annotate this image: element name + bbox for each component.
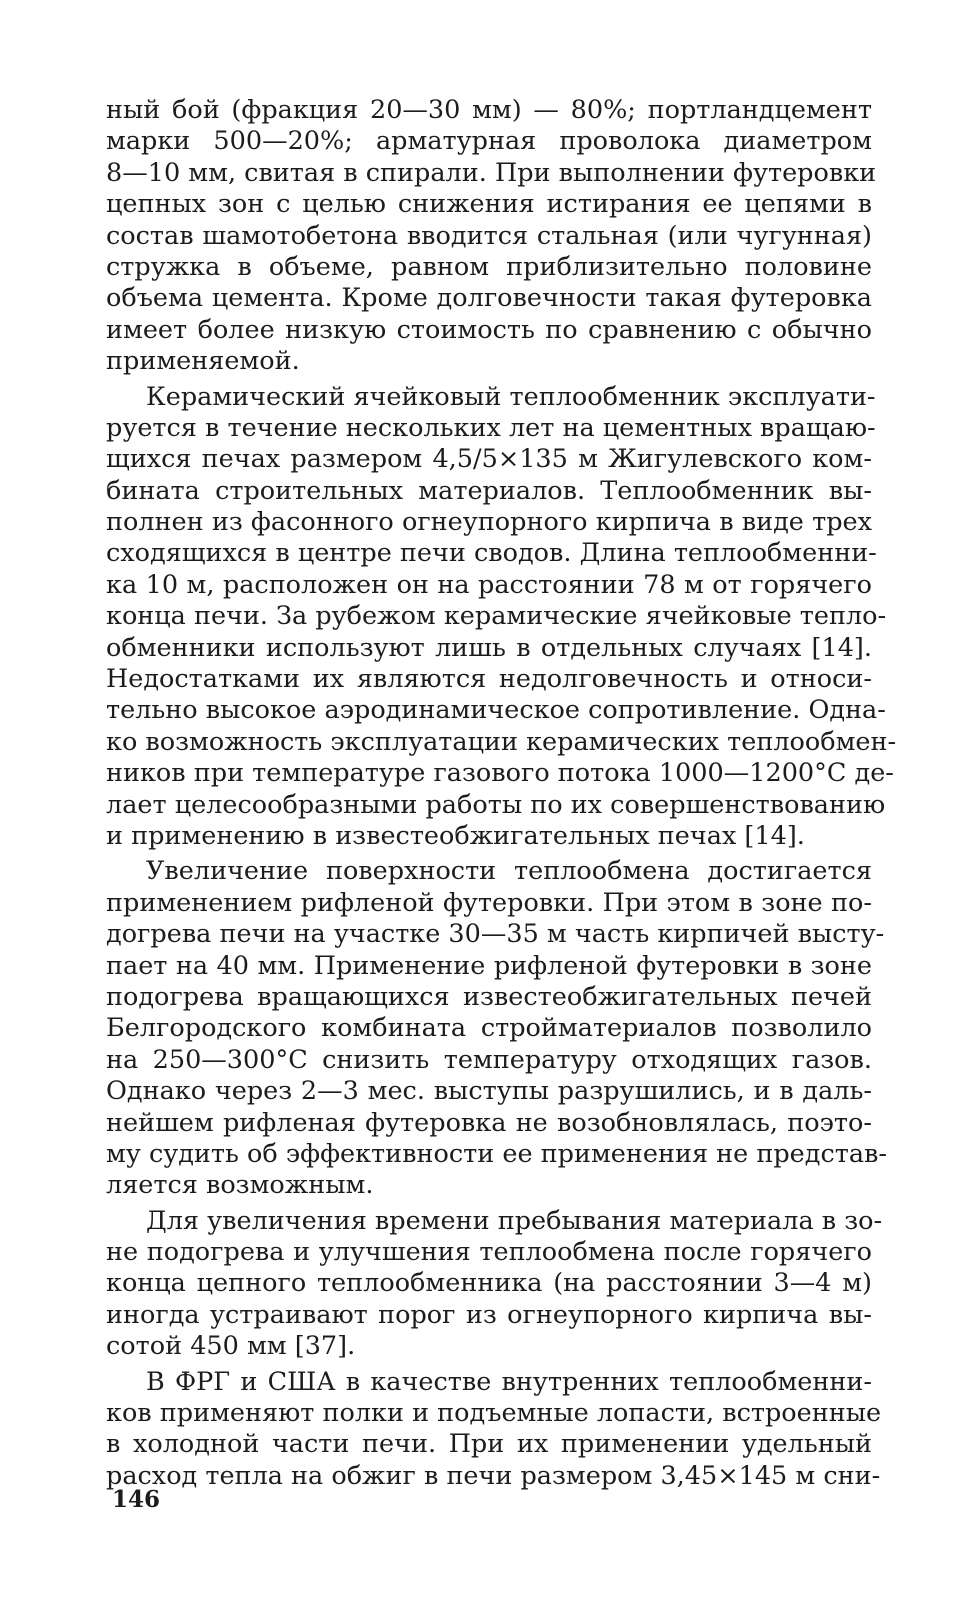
- text-line: Увеличение поверхности теплообмена достигается: [146, 856, 872, 887]
- text-line: марки 500—20%; арматурная проволока диаметром: [106, 126, 872, 157]
- paragraph: [106, 381, 897, 853]
- text-line: тельно высокое аэродинамическое сопротивление. Одна-: [106, 695, 886, 726]
- text-line: 8—10 мм, свитая в спирали. При выполнении футеровки: [106, 157, 877, 188]
- text-line: ляется возможным.: [106, 1170, 374, 1201]
- text-line: конца печи. За рубежом керамические ячейковые тепло-: [106, 601, 887, 632]
- text-line: и применению в известеобжигательных печах [14].: [106, 820, 805, 851]
- text-line: В ФРГ и США в качестве внутренних теплообменни-: [146, 1366, 872, 1397]
- text-line: щихся печах размером 4,5/5×135 м Жигулевского ком-: [106, 444, 872, 475]
- text-line: Керамический ячейковый теплообменник эксплуати-: [146, 381, 876, 412]
- text-line: состав шамотобетона вводится стальная (или чугунная): [106, 220, 872, 251]
- text-line: лает целесообразными работы по их совершенствованию: [106, 789, 886, 820]
- text-line: иногда устраивают порог из огнеупорного кирпича вы-: [106, 1299, 872, 1330]
- text-line: применяемой.: [106, 346, 300, 377]
- text-line: ников при температуре газового потока 1000—1200°C де-: [106, 758, 894, 789]
- text-line: ко возможность эксплуатации керамических теплообмен-: [106, 726, 897, 757]
- page-number: 146: [112, 1486, 161, 1513]
- text-line: в холодной части печи. При их применении удельный: [106, 1429, 872, 1460]
- text-line: обменники используют лишь в отдельных случаях [14].: [106, 632, 872, 663]
- text-line: расход тепла на обжиг в печи размером 3,45×145 м сни-: [106, 1460, 881, 1491]
- text-line: подогрева вращающихся известеобжигательных печей: [106, 981, 872, 1012]
- text-line: цепных зон с целью снижения истирания ее цепями в: [106, 189, 872, 220]
- paragraph: [106, 95, 877, 378]
- text-line: на 250—300°C снизить температуру отходящих газов.: [106, 1044, 872, 1075]
- paragraph: [106, 856, 888, 1201]
- text-line: Однако через 2—3 мес. выступы разрушились, и в даль-: [106, 1076, 872, 1107]
- text-line: нейшем рифленая футеровка не возобновлялась, поэто-: [106, 1107, 872, 1138]
- text-line: имеет более низкую стоимость по сравнению с обычно: [106, 314, 872, 345]
- text-line: сотой 450 мм [37].: [106, 1331, 356, 1362]
- text-line: ков применяют полки и подъемные лопасти, встроенные: [106, 1398, 882, 1429]
- paragraph: [106, 1366, 882, 1493]
- text-line: догрева печи на участке 30—35 м часть кирпичей высту-: [106, 919, 885, 950]
- page-body: [106, 95, 897, 1496]
- text-line: сходящихся в центре печи сводов. Длина теплообменни-: [106, 538, 877, 569]
- text-line: бината строительных материалов. Теплообменник вы-: [106, 475, 872, 506]
- text-line: конца цепного теплообменника (на расстоянии 3—4 м): [106, 1268, 872, 1299]
- text-line: ный бой (фракция 20—30 мм) — 80%; портландцемент: [106, 95, 872, 125]
- text-line: полнен из фасонного огнеупорного кирпича в виде трех: [106, 507, 872, 538]
- text-line: Белгородского комбината стройматериалов позволило: [106, 1013, 872, 1044]
- text-line: пает на 40 мм. Применение рифленой футеровки в зоне: [106, 950, 872, 981]
- text-line: применением рифленой футеровки. При этом в зоне по-: [106, 887, 872, 918]
- text-line: Для увеличения времени пребывания материала в зо-: [146, 1205, 883, 1236]
- text-line: му судить об эффективности ее применения не представ-: [106, 1138, 888, 1169]
- text-line: Недостатками их являются недолговечность и относи-: [106, 664, 872, 695]
- paragraph: [106, 1205, 883, 1363]
- text-line: объема цемента. Кроме долговечности такая футеровка: [106, 283, 872, 314]
- text-line: стружка в объеме, равном приблизительно половине: [106, 251, 872, 282]
- text-line: руется в течение нескольких лет на цементных вращаю-: [106, 412, 876, 443]
- text-line: не подогрева и улучшения теплообмена после горячего: [106, 1237, 872, 1268]
- text-line: ка 10 м, расположен он на расстоянии 78 м от горячего: [106, 569, 872, 600]
